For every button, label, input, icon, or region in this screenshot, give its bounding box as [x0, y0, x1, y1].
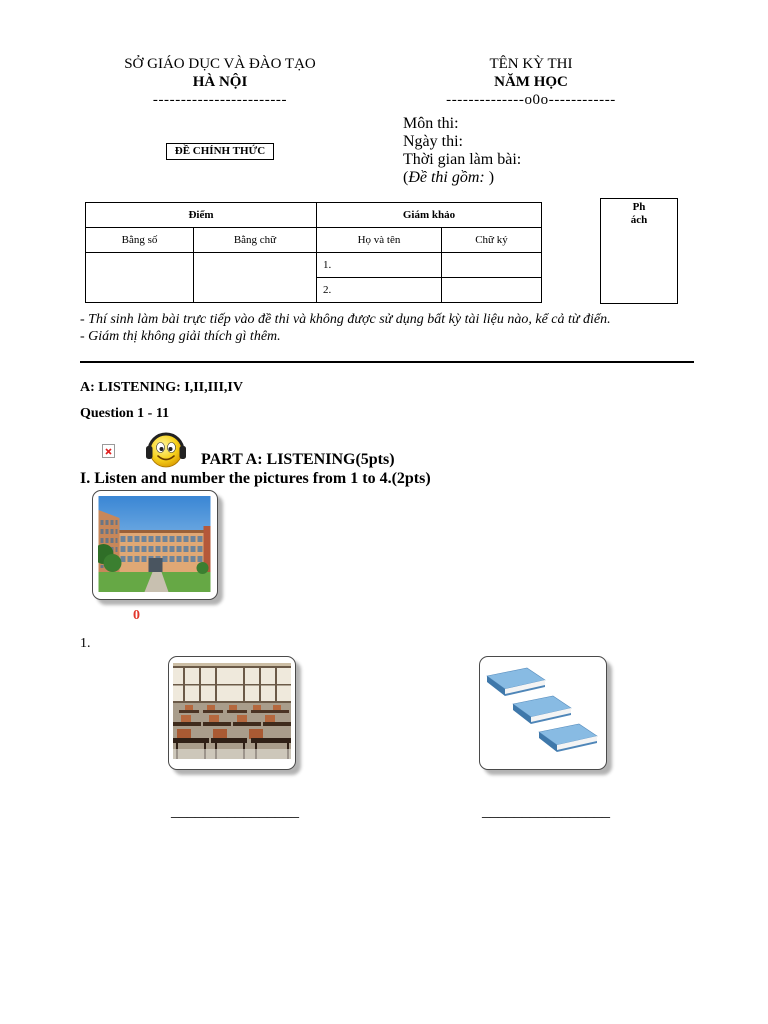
- header-right-divider: --------------o0o------------: [446, 92, 616, 108]
- examiner-header: Giám khảo: [317, 203, 542, 228]
- examiner-signature-header: Chữ ký: [442, 228, 542, 253]
- exam-date-label: Ngày thi:: [403, 133, 463, 150]
- examiner-2-signature-cell: [442, 278, 542, 303]
- table-row: [86, 253, 542, 278]
- headphones-smiley-icon: [145, 429, 187, 469]
- duration-label: Thời gian làm bài:: [403, 151, 522, 168]
- classroom-image: [173, 663, 291, 759]
- score-in-numbers-header: Bằng số: [86, 228, 194, 253]
- section-divider: [80, 361, 694, 363]
- score-table-subheader-row: [86, 228, 542, 253]
- header-right: [411, 55, 651, 109]
- school-building-image: [98, 496, 211, 592]
- page-count-label: [403, 169, 494, 187]
- score-table-header-row: [86, 203, 542, 228]
- official-exam-label: ĐỀ CHÍNH THỨC: [166, 143, 274, 160]
- books-picture-frame: [479, 656, 607, 770]
- score-in-numbers-cell: [86, 253, 194, 303]
- exercise-instruction: I. Listen and number the pictures from 1 to 4.(2pts): [80, 470, 431, 487]
- school-year: NĂM HỌC: [494, 74, 568, 90]
- score-in-words-cell: [194, 253, 317, 303]
- answer-blank: ________________: [482, 803, 610, 820]
- example-number: 0: [133, 608, 140, 623]
- code-box-label-line2: ách: [630, 214, 648, 226]
- page-count-open: (: [403, 169, 409, 186]
- examiner-name-header: Họ và tên: [317, 228, 442, 253]
- question-range: Question 1 - 11: [80, 406, 170, 421]
- examiner-1-signature-cell: [442, 253, 542, 278]
- exam-name: TÊN KỲ THI: [489, 56, 573, 72]
- item-number: 1.: [80, 636, 91, 651]
- example-picture-frame: [92, 490, 218, 600]
- score-table: [85, 202, 542, 303]
- score-header: Điểm: [86, 203, 317, 228]
- instruction-note: - Thí sinh làm bài trực tiếp vào đề thi và không được sử dụng bất kỳ tài liệu nào, kể cả từ điển.: [80, 312, 611, 327]
- instruction-note: - Giám thị không giải thích gì thêm.: [80, 329, 281, 344]
- code-box-label-line1: Ph: [632, 201, 646, 213]
- examiner-1-name-cell: 1.: [317, 253, 442, 278]
- department-name: SỞ GIÁO DỤC VÀ ĐÀO TẠO: [124, 56, 316, 72]
- part-title: PART A: LISTENING(5pts): [201, 451, 395, 468]
- score-in-words-header: Bằng chữ: [194, 228, 317, 253]
- classroom-picture-frame: [168, 656, 296, 770]
- book: [487, 668, 545, 696]
- header-left-divider: ------------------------: [152, 92, 288, 108]
- header-left: [100, 55, 340, 109]
- broken-image-icon: [102, 444, 115, 458]
- code-box: [600, 198, 678, 304]
- examiner-2-name-cell: 2.: [317, 278, 442, 303]
- page-count-text: Đề thi gồm:: [408, 169, 485, 186]
- subject-label: Môn thi:: [403, 115, 459, 132]
- page-count-close: ): [484, 169, 495, 186]
- book: [513, 696, 571, 724]
- books-image: [483, 662, 603, 762]
- book: [539, 724, 597, 752]
- answer-blank: ________________: [171, 803, 299, 820]
- city-name: HÀ NỘI: [192, 74, 248, 90]
- section-title: A: LISTENING: I,II,III,IV: [80, 380, 243, 395]
